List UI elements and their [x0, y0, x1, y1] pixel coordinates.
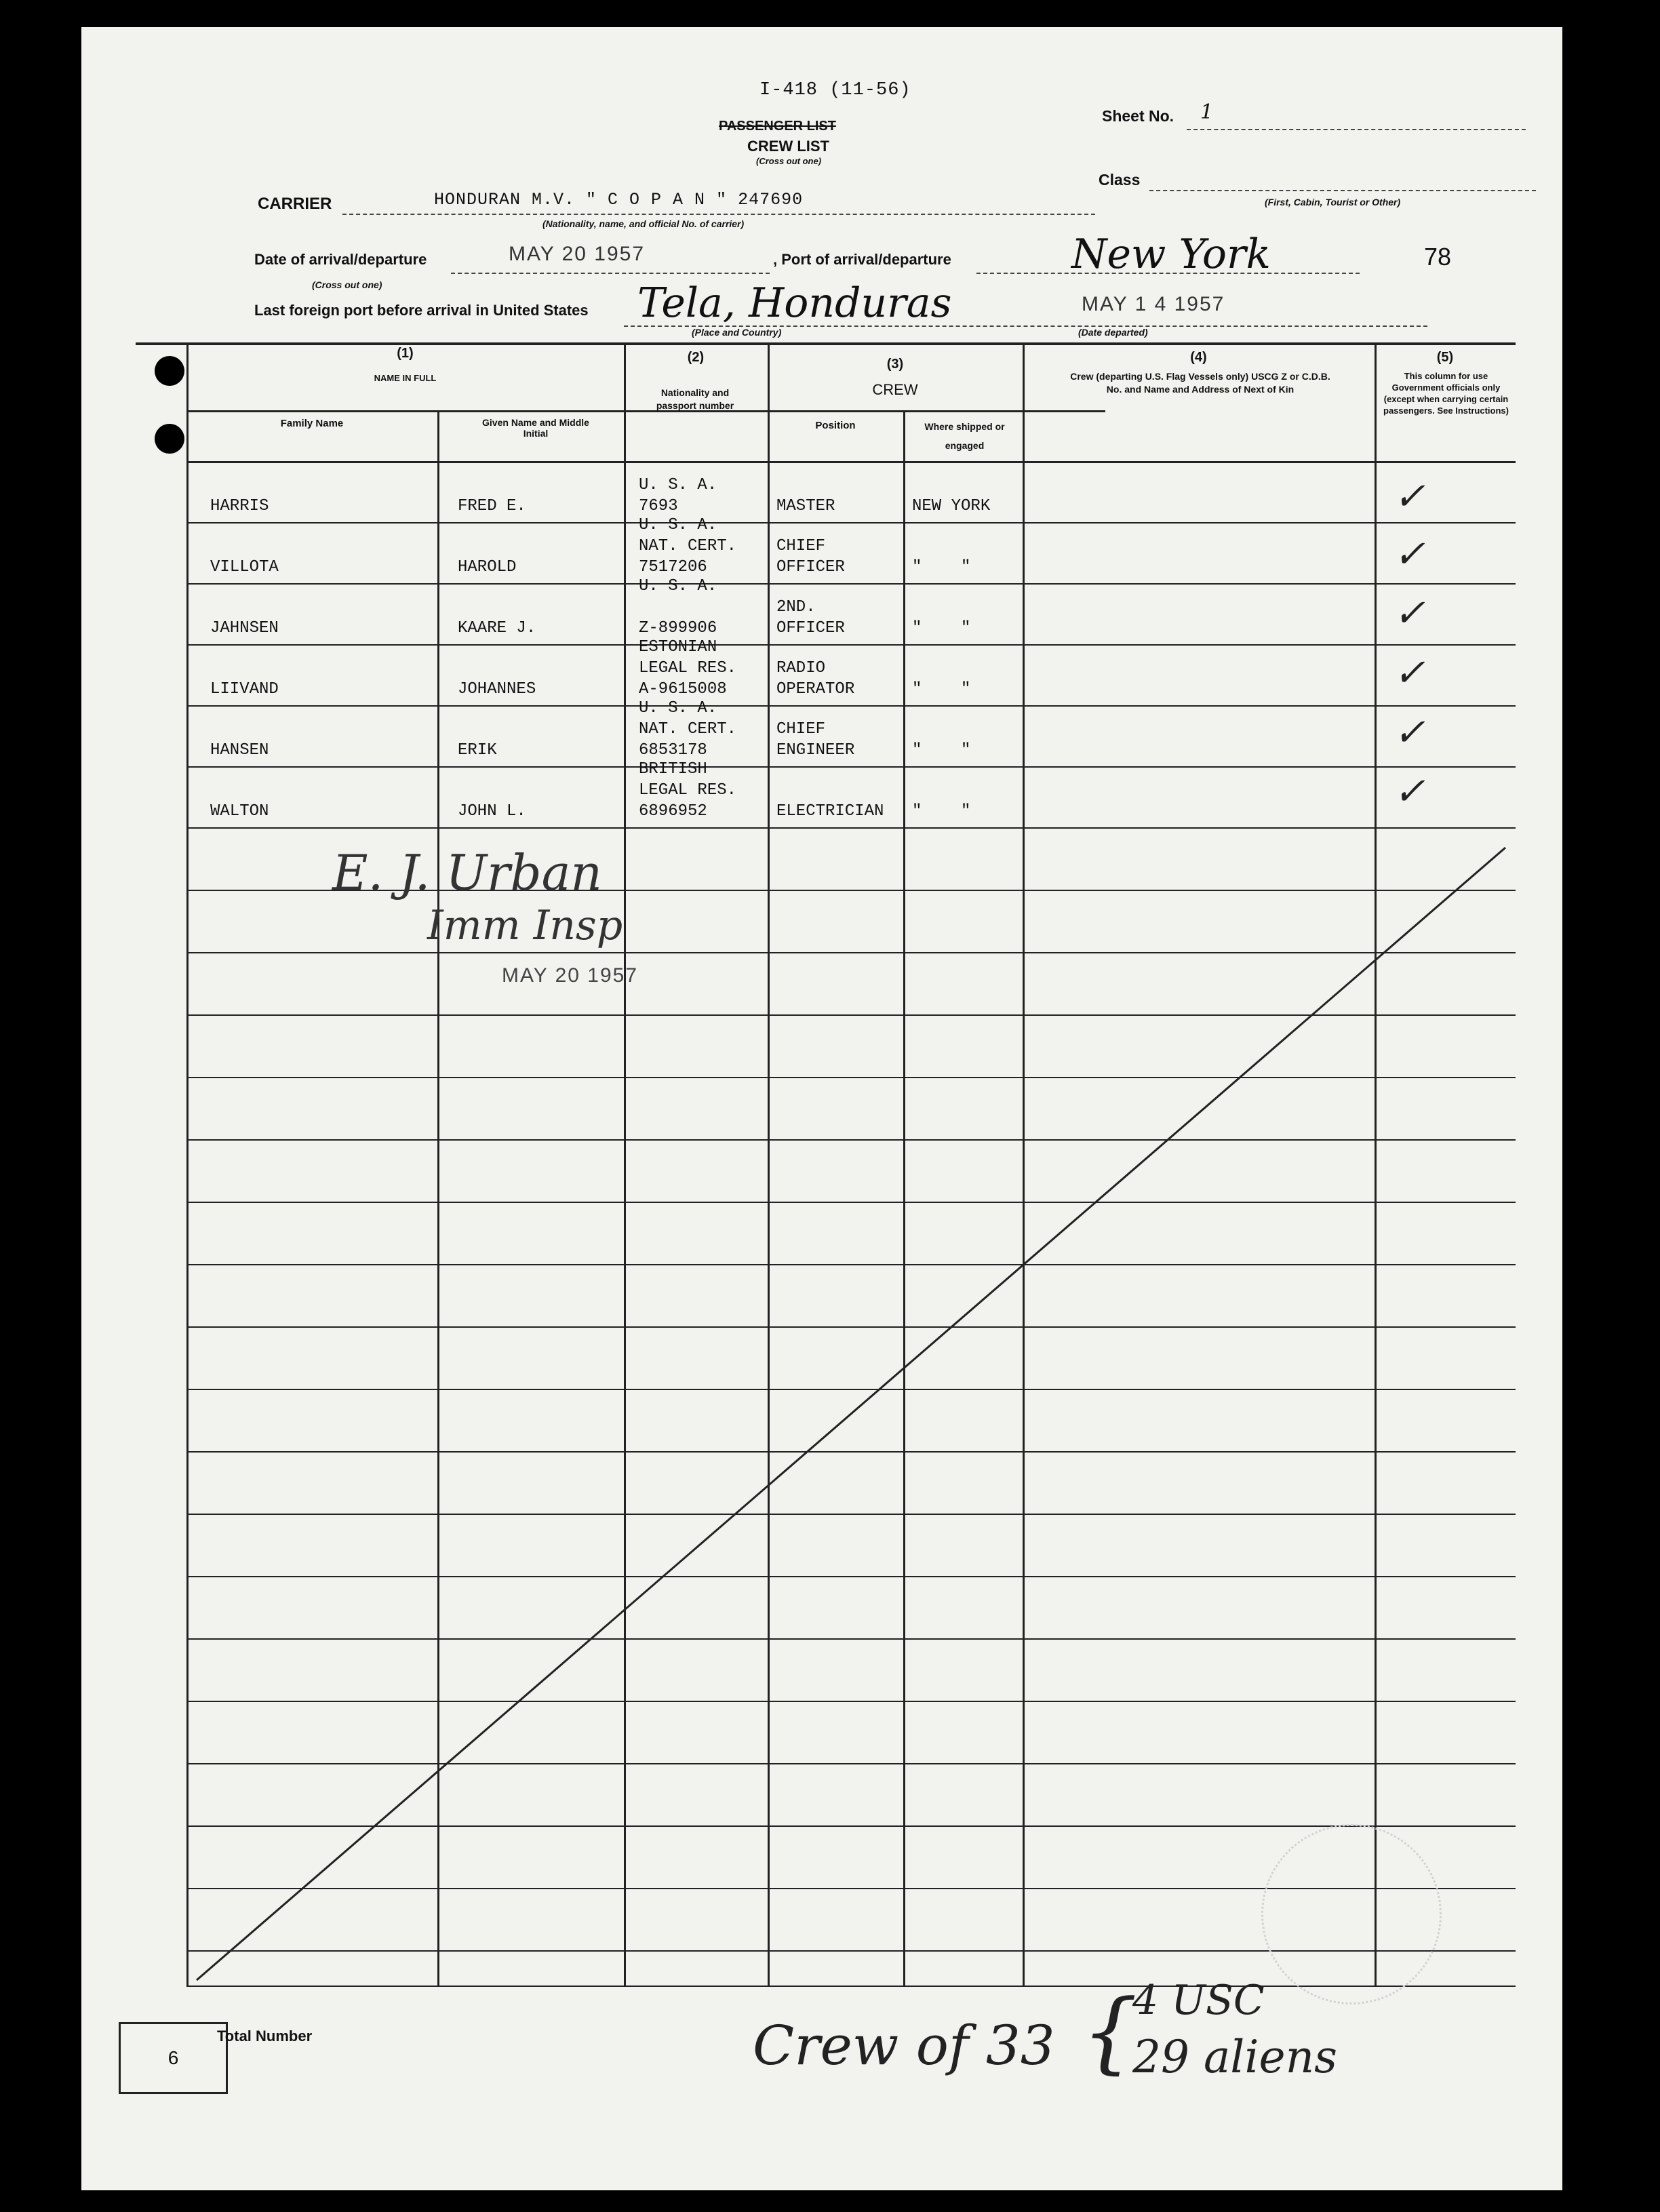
- port-label: , Port of arrival/departure: [773, 251, 951, 268]
- last-port-value: Tela, Honduras: [637, 279, 952, 327]
- arrival-date-note: (Cross out one): [312, 279, 382, 290]
- position-cell: MASTER: [776, 497, 835, 515]
- family-name-cell: JAHNSEN: [210, 619, 279, 637]
- col3-where: Where shipped or engaged: [924, 421, 1005, 451]
- position-cell: CHIEF OFFICER: [776, 537, 845, 576]
- form-number: I-418 (11-56): [759, 80, 911, 100]
- page-note: 78: [1424, 243, 1452, 271]
- given-name-cell: KAARE J.: [458, 619, 536, 637]
- inspector-signature: E. J. Urban: [332, 844, 602, 901]
- col2-number: (2): [687, 350, 705, 365]
- family-name-cell: VILLOTA: [210, 558, 279, 576]
- position-cell: 2ND. OFFICER: [776, 598, 845, 637]
- where-shipped-cell: " ": [912, 558, 971, 576]
- document-page: [81, 27, 1562, 2190]
- nationality-cell: BRITISH LEGAL RES. 6896952: [639, 760, 737, 821]
- nationality-cell: U. S. A. NAT. CERT. 6853178: [639, 699, 737, 759]
- carrier-value: HONDURAN M.V. " C O P A N " 247690: [434, 190, 804, 210]
- sheet-label: Sheet No.: [1102, 107, 1174, 125]
- aliens-annotation: 29 aliens: [1132, 2031, 1337, 2083]
- family-name-cell: HANSEN: [210, 741, 269, 759]
- col4-number: (4): [1190, 350, 1207, 365]
- given-name-cell: FRED E.: [458, 497, 526, 515]
- nationality-cell: U. S. A. NAT. CERT. 7517206: [639, 516, 737, 576]
- date-departed-note: (Date departed): [1078, 327, 1148, 338]
- check-mark-icon: ✓: [1394, 591, 1425, 635]
- last-port-note: (Place and Country): [692, 327, 782, 338]
- nationality-cell: ESTONIAN LEGAL RES. A-9615008: [639, 638, 737, 698]
- carrier-note: (Nationality, name, and official No. of carrier): [542, 218, 745, 229]
- col1-given: Given Name and Middle Initial: [482, 417, 589, 439]
- form-title: CREW LIST: [747, 138, 829, 155]
- port-value: New York: [1071, 231, 1271, 278]
- col3-title: CREW: [872, 381, 918, 398]
- where-shipped-cell: " ": [912, 802, 971, 821]
- col1-number: (1): [397, 346, 414, 361]
- inspector-stamp-date: MAY 20 1957: [502, 964, 639, 987]
- where-shipped-cell: " ": [912, 619, 971, 637]
- inspector-title: Imm Insp: [427, 902, 623, 949]
- col5-number: (5): [1436, 350, 1454, 365]
- brace-annotation: {: [1082, 1980, 1138, 2083]
- col3-number: (3): [886, 357, 904, 372]
- given-name-cell: JOHN L.: [458, 802, 526, 821]
- col4-title: Crew (departing U.S. Flag Vessels only) USCG Z or C.D.B. No. and Name and Address of Next of Kin: [1070, 371, 1330, 395]
- given-name-cell: ERIK: [458, 741, 497, 759]
- where-shipped-cell: NEW YORK: [912, 497, 991, 515]
- class-label: Class: [1099, 171, 1141, 189]
- position-cell: ELECTRICIAN: [776, 802, 884, 821]
- carrier-label: CARRIER: [258, 195, 332, 213]
- usc-annotation: 4 USC: [1132, 1977, 1265, 2024]
- col2-title: Nationality and passport number: [656, 387, 734, 411]
- nationality-cell: U. S. A. 7693: [639, 476, 717, 515]
- col5-title: This column for use Government officials only (except when carrying certain passengers. See Instructions): [1383, 371, 1509, 416]
- position-cell: RADIO OPERATOR: [776, 659, 855, 698]
- check-mark-icon: ✓: [1394, 770, 1425, 814]
- arrival-date-label: Date of arrival/departure: [254, 251, 427, 268]
- col1-title: NAME IN FULL: [374, 373, 437, 383]
- position-cell: CHIEF ENGINEER: [776, 720, 855, 759]
- check-mark-icon: ✓: [1394, 475, 1425, 519]
- family-name-cell: WALTON: [210, 802, 269, 821]
- check-mark-icon: ✓: [1394, 711, 1425, 755]
- given-name-cell: HAROLD: [458, 558, 517, 576]
- crew-count-annotation: Crew of 33: [753, 2014, 1055, 2077]
- crossed-title: PASSENGER LIST: [719, 119, 836, 134]
- check-mark-icon: ✓: [1394, 532, 1425, 576]
- embossed-seal: [1261, 1824, 1442, 2004]
- col1-family: Family Name: [280, 418, 344, 429]
- col3-position: Position: [815, 420, 856, 431]
- nationality-cell: U. S. A. Z-899906: [639, 577, 717, 637]
- given-name-cell: JOHANNES: [458, 680, 536, 698]
- last-port-label: Last foreign port before arrival in United States: [254, 302, 589, 319]
- check-mark-icon: ✓: [1394, 651, 1425, 695]
- arrival-date-value: MAY 20 1957: [509, 243, 646, 265]
- total-value: 6: [167, 2047, 179, 2068]
- where-shipped-cell: " ": [912, 741, 971, 759]
- family-name-cell: LIIVAND: [210, 680, 279, 698]
- class-note: (First, Cabin, Tourist or Other): [1265, 197, 1401, 208]
- sheet-value: 1: [1200, 100, 1214, 124]
- date-departed-value: MAY 1 4 1957: [1082, 293, 1225, 315]
- cross-out-note: (Cross out one): [756, 156, 822, 166]
- where-shipped-cell: " ": [912, 680, 971, 698]
- family-name-cell: HARRIS: [210, 497, 269, 515]
- total-label: Total Number: [217, 2028, 313, 2045]
- total-box: [119, 2022, 228, 2094]
